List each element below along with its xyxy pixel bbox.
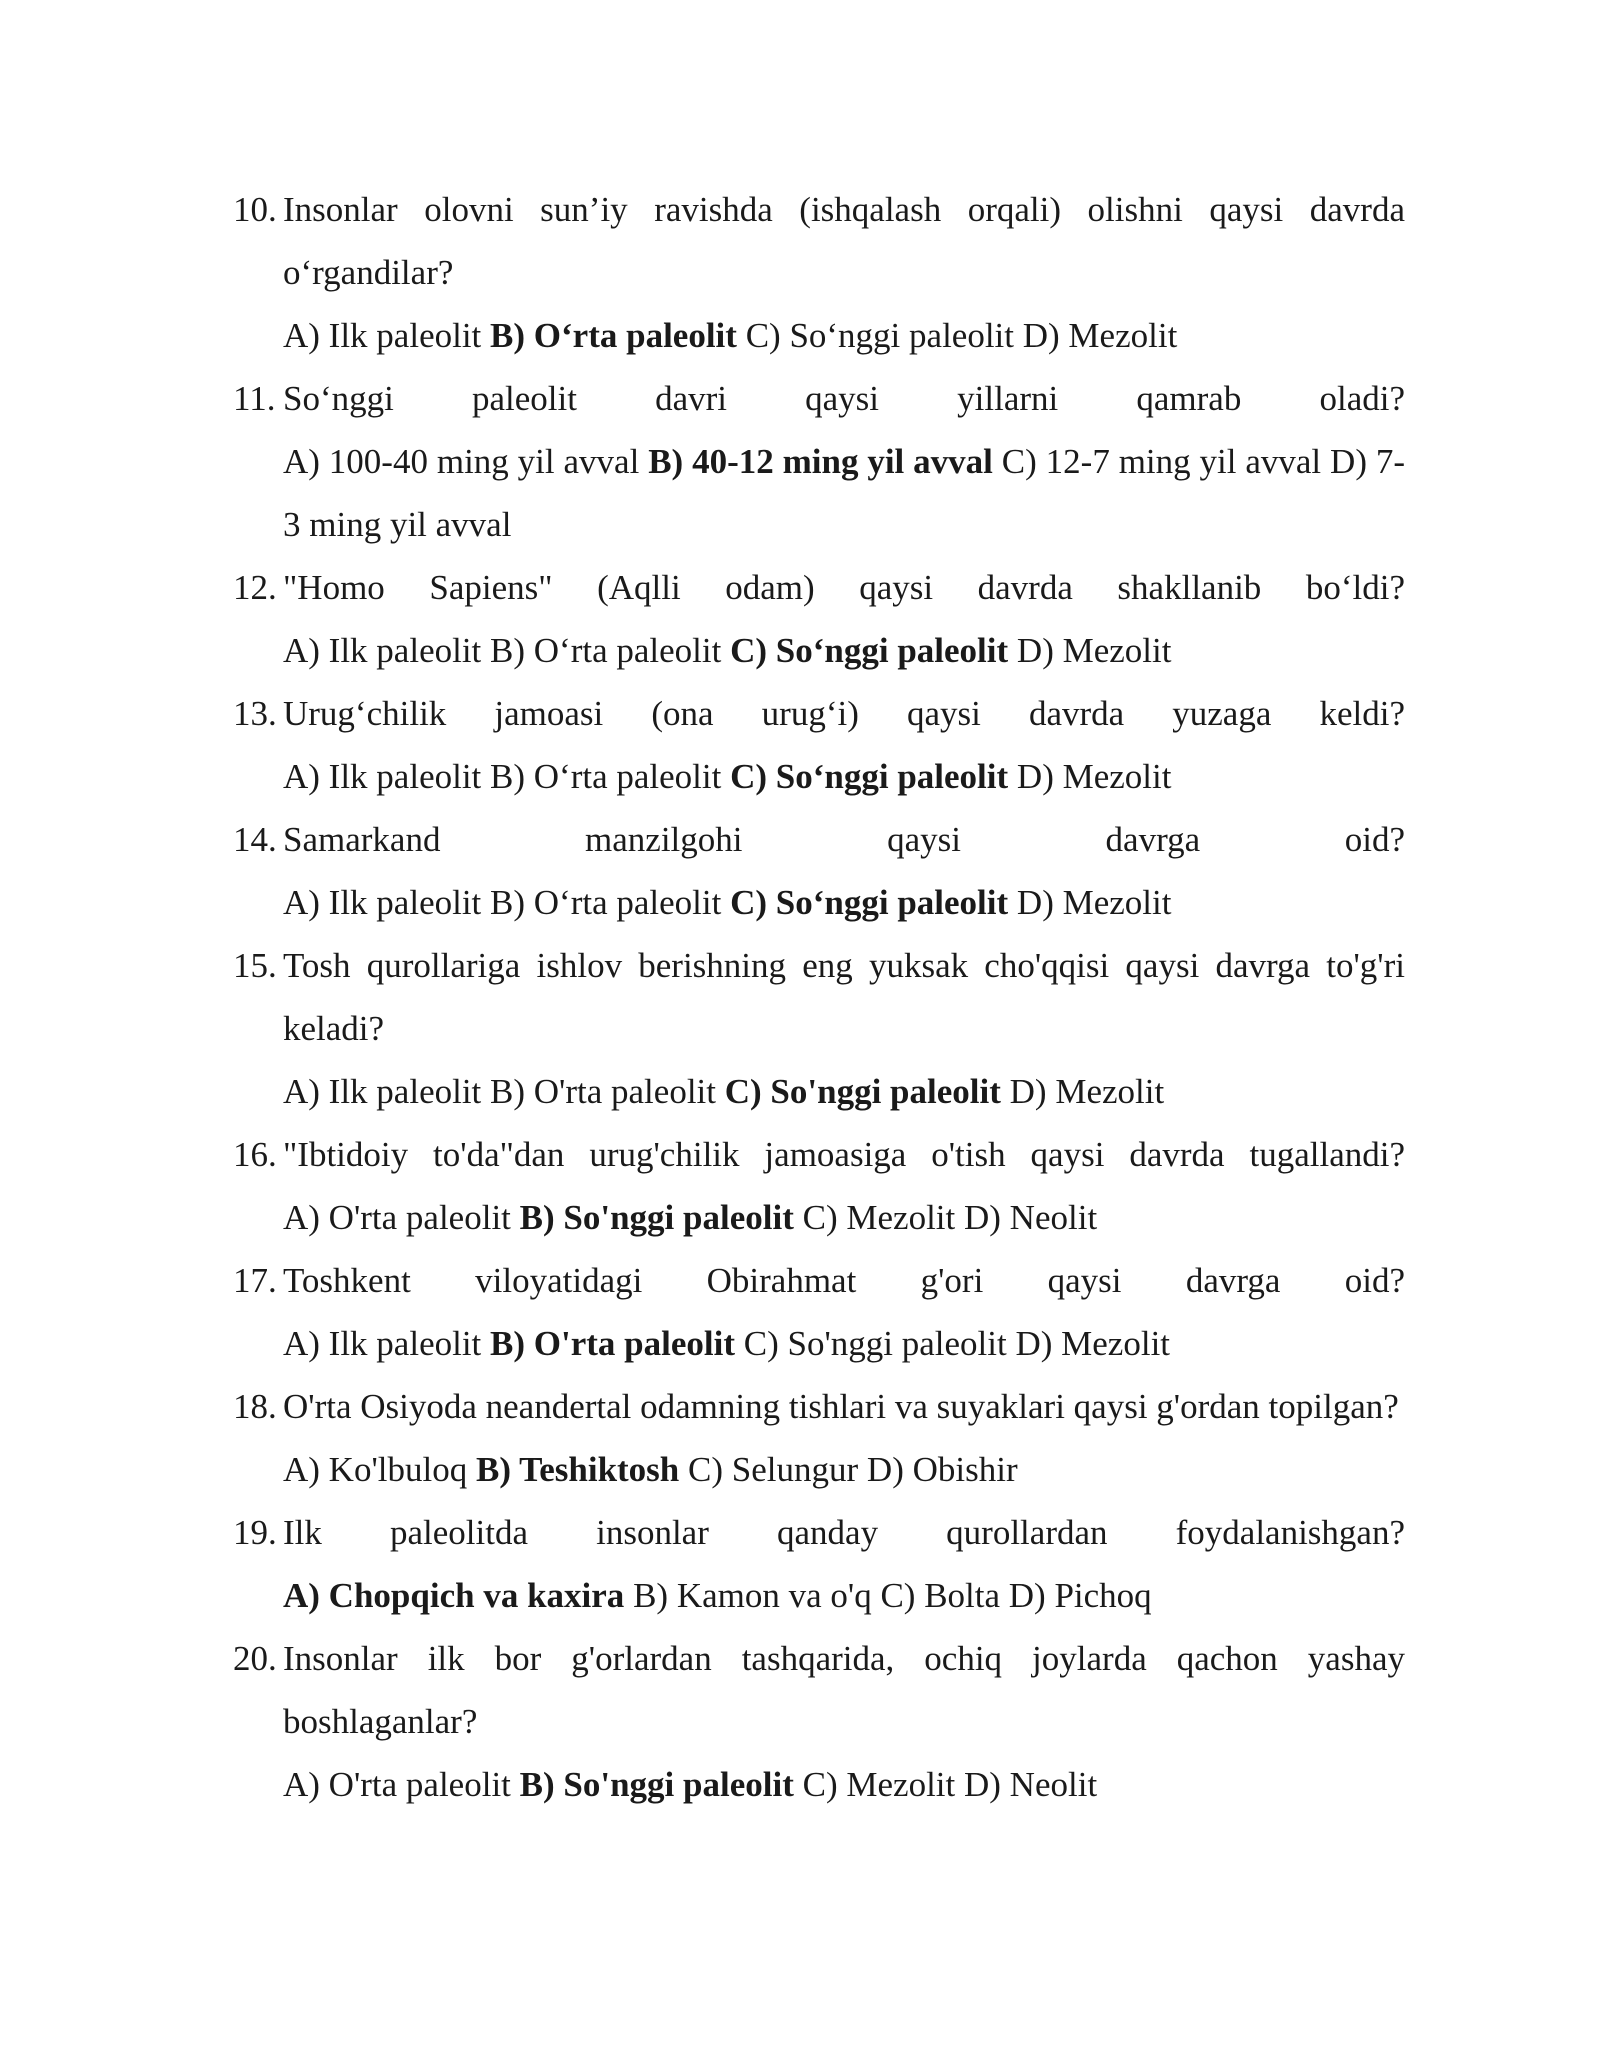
answer-option: A) O'rta paleolit: [283, 1765, 511, 1804]
answer-option: A) Ilk paleolit: [283, 631, 482, 670]
question-item: [233, 1123, 1405, 1249]
question-item: [233, 934, 1405, 1123]
correct-answer-option: C) So'nggi paleolit: [724, 1072, 1001, 1111]
question-text: So‘nggi paleolit davri qaysi yillarni qamrab oladi?: [283, 379, 1405, 418]
question-body: [283, 934, 1405, 1123]
question-body: [283, 1501, 1405, 1627]
question-item: [233, 1627, 1405, 1816]
question-text: "Homo Sapiens" (Aqlli odam) qaysi davrda shakllanib bo‘ldi?: [283, 568, 1405, 607]
question-text: O'rta Osiyoda neandertal odamning tishlari va suyaklari qaysi g'ordan topilgan?: [283, 1387, 1399, 1426]
correct-answer-option: B) 40-12 ming yil avval: [648, 442, 993, 481]
question-item: [233, 1501, 1405, 1627]
answer-option: A) Ilk paleolit: [283, 1072, 482, 1111]
answer-option: D) Mezolit: [1016, 757, 1172, 796]
question-number: 13.: [233, 694, 277, 733]
answer-option: B) Kamon va o'q: [633, 1576, 872, 1615]
correct-answer-option: B) Teshiktosh: [475, 1450, 680, 1489]
answer-option: A) 100-40 ming yil avval: [283, 442, 640, 481]
answer-options: [283, 871, 1405, 934]
answer-option: D) 7-3 ming yil avval: [283, 442, 1406, 544]
question-item: [233, 178, 1405, 367]
correct-answer-option: B) So'nggi paleolit: [519, 1198, 794, 1237]
answer-option: C) Bolta: [880, 1576, 1001, 1615]
question-number: 12.: [233, 568, 277, 607]
answer-option: B) O‘rta paleolit: [490, 757, 722, 796]
question-number: 16.: [233, 1135, 277, 1174]
answer-option: A) Ilk paleolit: [283, 316, 482, 355]
question-number: 18.: [233, 1387, 277, 1426]
answer-option: D) Mezolit: [1009, 1072, 1165, 1111]
question-item: [233, 367, 1405, 556]
answer-option: C) Mezolit: [802, 1765, 956, 1804]
question-number: 17.: [233, 1261, 277, 1300]
correct-answer-option: A) Chopqich va kaxira: [283, 1576, 625, 1615]
answer-option: A) O'rta paleolit: [283, 1198, 511, 1237]
answer-options: [283, 1312, 1405, 1375]
correct-answer-option: C) So‘nggi paleolit: [730, 757, 1009, 796]
answer-option: D) Obishir: [866, 1450, 1018, 1489]
answer-option: A) Ilk paleolit: [283, 883, 482, 922]
question-body: [283, 1249, 1405, 1375]
question-number: 11.: [233, 379, 276, 418]
question-number: 19.: [233, 1513, 277, 1552]
answer-option: A) Ilk paleolit: [283, 757, 482, 796]
answer-option: A) Ko'lbuloq: [283, 1450, 468, 1489]
question-text: Urug‘chilik jamoasi (ona urug‘i) qaysi davrda yuzaga keldi?: [283, 694, 1405, 733]
answer-option: D) Mezolit: [1022, 316, 1178, 355]
question-list: [233, 178, 1405, 1816]
answer-option: D) Neolit: [964, 1198, 1098, 1237]
answer-option: B) O‘rta paleolit: [490, 631, 722, 670]
question-body: [283, 367, 1405, 556]
answer-options: [283, 1186, 1405, 1249]
question-text: Insonlar ilk bor g'orlardan tashqarida, ochiq joylarda qachon yashay boshlaganlar?: [283, 1639, 1405, 1741]
question-body: [283, 1123, 1405, 1249]
answer-option: B) O'rta paleolit: [490, 1072, 716, 1111]
question-item: [233, 1375, 1405, 1501]
answer-option: B) O‘rta paleolit: [490, 883, 722, 922]
question-text: Ilk paleolitda insonlar qanday qurollardan foydalanishgan?: [283, 1513, 1405, 1552]
answer-option: C) So‘nggi paleolit: [745, 316, 1014, 355]
answer-option: C) Mezolit: [802, 1198, 956, 1237]
question-text: Insonlar olovni sun’iy ravishda (ishqalash orqali) olishni qaysi davrda o‘rgandilar?: [283, 190, 1405, 292]
question-item: [233, 556, 1405, 682]
correct-answer-option: C) So‘nggi paleolit: [730, 883, 1009, 922]
answer-option: D) Mezolit: [1016, 883, 1172, 922]
question-text: Tosh qurollariga ishlov berishning eng yuksak cho'qqisi qaysi davrga to'g'ri keladi?: [283, 946, 1405, 1048]
answer-options: [283, 745, 1405, 808]
question-body: [283, 1627, 1405, 1816]
question-text: Samarkand manzilgohi qaysi davrga oid?: [283, 820, 1405, 859]
answer-options: [283, 1060, 1405, 1123]
question-body: [283, 178, 1405, 367]
question-number: 15.: [233, 946, 277, 985]
answer-option: D) Pichoq: [1008, 1576, 1152, 1615]
question-body: [283, 1375, 1405, 1501]
answer-options: [283, 1753, 1405, 1816]
answer-options: [283, 1438, 1405, 1501]
question-item: [233, 808, 1405, 934]
answer-option: C) 12-7 ming yil avval: [1001, 442, 1322, 481]
answer-options: [283, 430, 1405, 556]
question-body: [283, 808, 1405, 934]
correct-answer-option: B) O‘rta paleolit: [490, 316, 737, 355]
answer-option: A) Ilk paleolit: [283, 1324, 482, 1363]
question-body: [283, 682, 1405, 808]
correct-answer-option: C) So‘nggi paleolit: [730, 631, 1009, 670]
correct-answer-option: B) So'nggi paleolit: [519, 1765, 794, 1804]
answer-option: C) So'nggi paleolit: [743, 1324, 1007, 1363]
question-number: 10.: [233, 190, 277, 229]
answer-options: [283, 1564, 1405, 1627]
answer-options: [283, 619, 1405, 682]
question-body: [283, 556, 1405, 682]
answer-option: C) Selungur: [688, 1450, 859, 1489]
answer-option: D) Mezolit: [1015, 1324, 1171, 1363]
answer-options: [283, 304, 1405, 367]
answer-option: D) Mezolit: [1016, 631, 1172, 670]
question-number: 20.: [233, 1639, 277, 1678]
question-text: Toshkent viloyatidagi Obirahmat g'ori qaysi davrga oid?: [283, 1261, 1405, 1300]
answer-option: D) Neolit: [964, 1765, 1098, 1804]
question-item: [233, 682, 1405, 808]
question-item: [233, 1249, 1405, 1375]
correct-answer-option: B) O'rta paleolit: [490, 1324, 735, 1363]
question-text: "Ibtidoiy to'da"dan urug'chilik jamoasiga o'tish qaysi davrda tugallandi?: [283, 1135, 1405, 1174]
question-number: 14.: [233, 820, 277, 859]
